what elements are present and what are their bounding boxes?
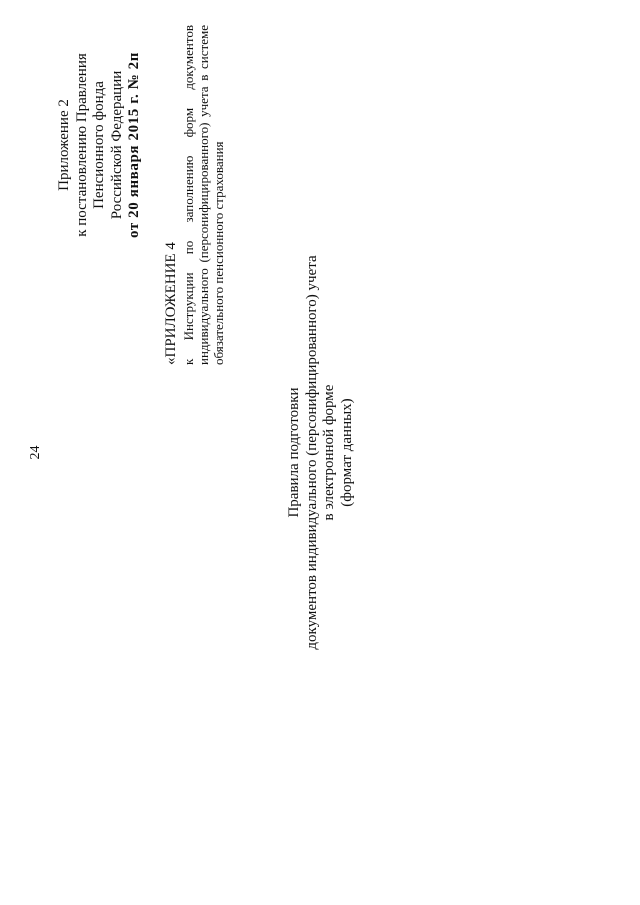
- approval-block: [56, 25, 144, 265]
- rules-title-line: документов индивидуального (персонифицированного) учета: [303, 255, 320, 650]
- page-number: 24: [28, 445, 43, 460]
- annex-block: [163, 25, 226, 365]
- approval-date-line: от 20 января 2015 г. № 2п: [126, 51, 142, 239]
- rules-title-line: в электронной форме: [321, 384, 337, 521]
- approval-line: Российской Федерации: [108, 70, 125, 220]
- approval-line: Приложение 2: [56, 99, 72, 191]
- rules-title-block: [286, 0, 356, 905]
- approval-line: Пенсионного фонда: [91, 81, 107, 209]
- rules-title-line: (формат данных): [338, 398, 355, 507]
- rules-title-line: Правила подготовки: [286, 387, 302, 518]
- annex-text: к Инструкции по заполнению форм документов индивидуального (персонифицированного) учета в системе обязательного пенсионного страхования: [181, 25, 226, 365]
- annex-title: «ПРИЛОЖЕНИЕ 4: [163, 242, 179, 365]
- approval-line: к постановлению Правления: [73, 53, 90, 237]
